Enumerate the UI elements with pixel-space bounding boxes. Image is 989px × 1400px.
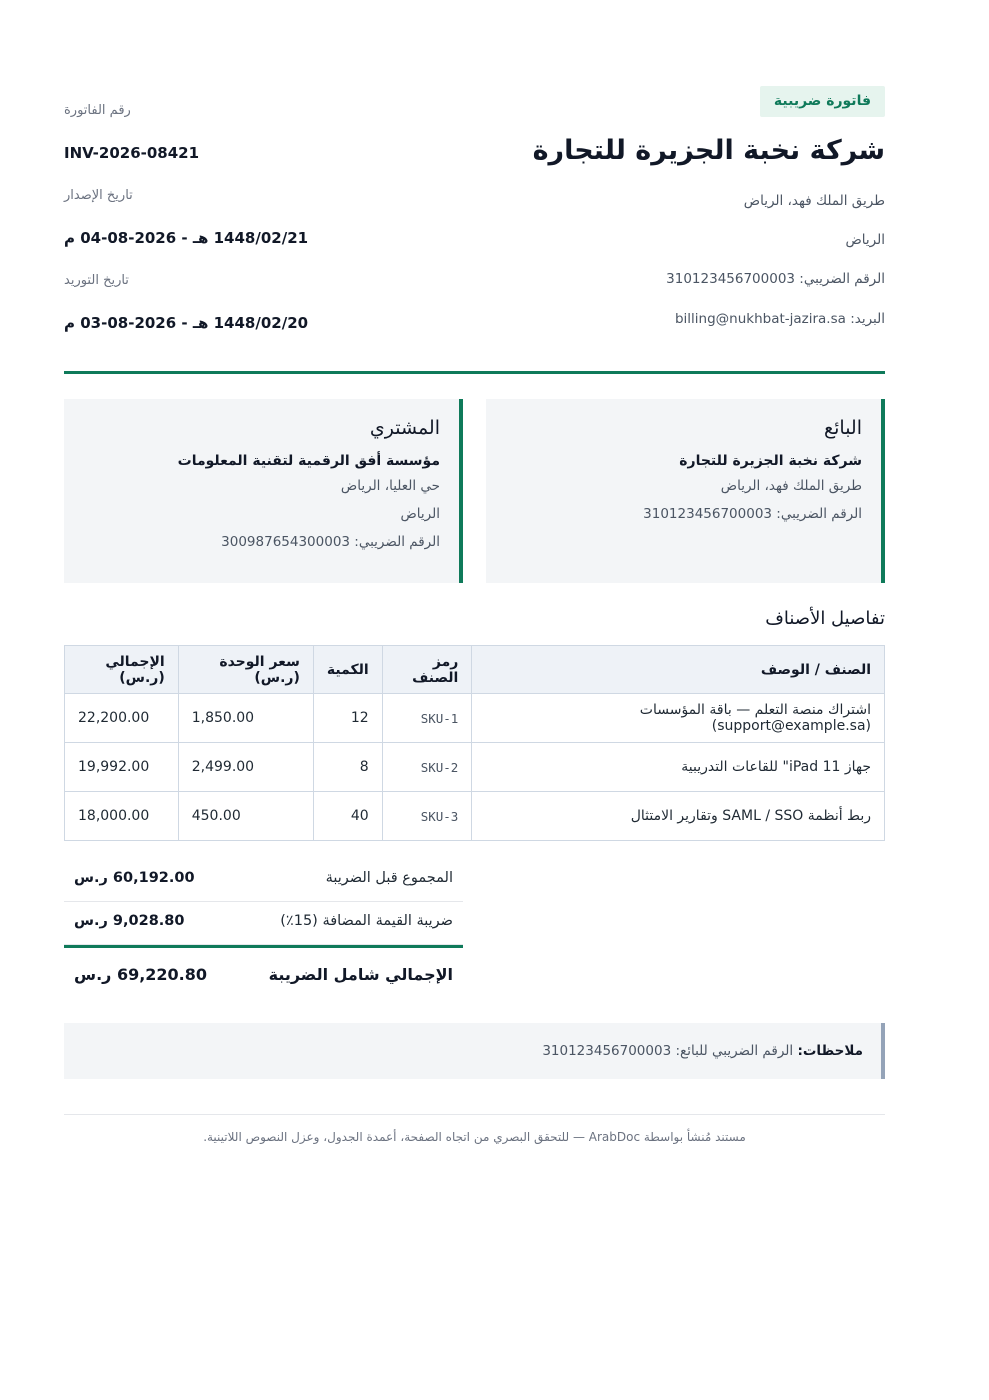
item-unit-price: 450.00 xyxy=(178,792,313,841)
footer-divider xyxy=(64,1114,885,1115)
invoice-number-label: رقم الفاتورة xyxy=(64,103,131,118)
seller-tax-number: الرقم الضريبي: 310123456700003 xyxy=(666,271,885,287)
item-quantity: 40 xyxy=(313,792,382,841)
item-line-total: 22,200.00 xyxy=(65,694,179,743)
invoice-page xyxy=(64,0,885,1400)
item-unit-price: 1,850.00 xyxy=(178,694,313,743)
column-header-sku: رمز الصنف xyxy=(382,646,472,694)
supply-date-label: تاريخ التوريد xyxy=(64,273,129,288)
item-quantity: 12 xyxy=(313,694,382,743)
seller-heading: البائع xyxy=(824,417,862,439)
item-sku: SKU-2 xyxy=(382,743,472,792)
grand-total-row xyxy=(64,945,463,1001)
grand-total-label: الإجمالي شامل الضريبة xyxy=(268,965,453,984)
item-description: ربط أنظمة SAML / SSO وتقارير الامتثال xyxy=(472,792,885,841)
seller-address: طريق الملك فهد، الرياض xyxy=(743,193,885,209)
buyer-card xyxy=(64,399,463,583)
seller-city: الرياض xyxy=(845,232,885,248)
item-unit-price: 2,499.00 xyxy=(178,743,313,792)
items-table xyxy=(64,645,885,841)
table-row xyxy=(65,792,885,841)
notes-text: الرقم الضريبي للبائع: 310123456700003 xyxy=(542,1043,794,1059)
item-description: جهاز iPad 11" للقاعات التدريبية xyxy=(472,743,885,792)
column-header-description: الصنف / الوصف xyxy=(472,646,885,694)
item-sku: SKU-3 xyxy=(382,792,472,841)
tax-invoice-badge: فاتورة ضريبية xyxy=(760,86,885,117)
seller-card-address: طريق الملك فهد، الرياض xyxy=(720,478,862,494)
column-header-unit-price: سعر الوحدة (ر.س) xyxy=(178,646,313,694)
item-line-total: 18,000.00 xyxy=(65,792,179,841)
table-row xyxy=(65,694,885,743)
seller-card-tax: الرقم الضريبي: 310123456700003 xyxy=(643,506,862,522)
seller-email: البريد: billing@nukhbat-jazira.sa xyxy=(674,311,885,327)
issue-date-label: تاريخ الإصدار xyxy=(64,188,133,203)
buyer-city: الرياض xyxy=(400,506,440,522)
column-header-quantity: الكمية xyxy=(313,646,382,694)
items-section-title: تفاصيل الأصناف xyxy=(765,608,885,629)
issue-date: 1448/02/21 هـ - 2026-08-04 م xyxy=(64,229,309,247)
header-divider xyxy=(64,371,885,374)
totals-box xyxy=(64,859,463,1001)
seller-name: شركة نخبة الجزيرة للتجارة xyxy=(679,453,862,469)
subtotal-row xyxy=(64,859,463,902)
subtotal-label: المجموع قبل الضريبة xyxy=(325,870,453,886)
item-sku: SKU-1 xyxy=(382,694,472,743)
buyer-tax: الرقم الضريبي: 300987654300003 xyxy=(221,534,440,550)
buyer-address: حي العليا، الرياض xyxy=(340,478,440,494)
column-header-line-total: الإجمالي (ر.س) xyxy=(65,646,179,694)
seller-card xyxy=(486,399,885,583)
grand-total-value: 69,220.80 ر.س xyxy=(74,965,208,984)
item-quantity: 8 xyxy=(313,743,382,792)
buyer-name: مؤسسة أفق الرقمية لتقنية المعلومات xyxy=(177,453,440,469)
item-description: اشتراك منصة التعلم — باقة المؤسسات (support@example.sa) xyxy=(472,694,885,743)
table-row xyxy=(65,743,885,792)
notes-box xyxy=(64,1023,885,1079)
subtotal-value: 60,192.00 ر.س xyxy=(74,870,195,886)
invoice-header xyxy=(64,86,885,346)
notes-label: ملاحظات: xyxy=(797,1043,863,1059)
vat-value: 9,028.80 ر.س xyxy=(74,913,185,929)
vat-row xyxy=(64,902,463,945)
vat-label: ضريبة القيمة المضافة (15٪) xyxy=(280,913,453,929)
buyer-heading: المشتري xyxy=(369,417,440,439)
company-title: شركة نخبة الجزيرة للتجارة xyxy=(532,135,885,166)
supply-date: 1448/02/20 هـ - 2026-08-03 م xyxy=(64,314,309,332)
invoice-number: INV-2026-08421 xyxy=(64,144,200,162)
item-line-total: 19,992.00 xyxy=(65,743,179,792)
table-header-row xyxy=(65,646,885,694)
footer-text: مستند مُنشأ بواسطة ArabDoc — للتحقق البصري من اتجاه الصفحة، أعمدة الجدول، وعزل النصوص اللاتينية. xyxy=(203,1130,746,1144)
